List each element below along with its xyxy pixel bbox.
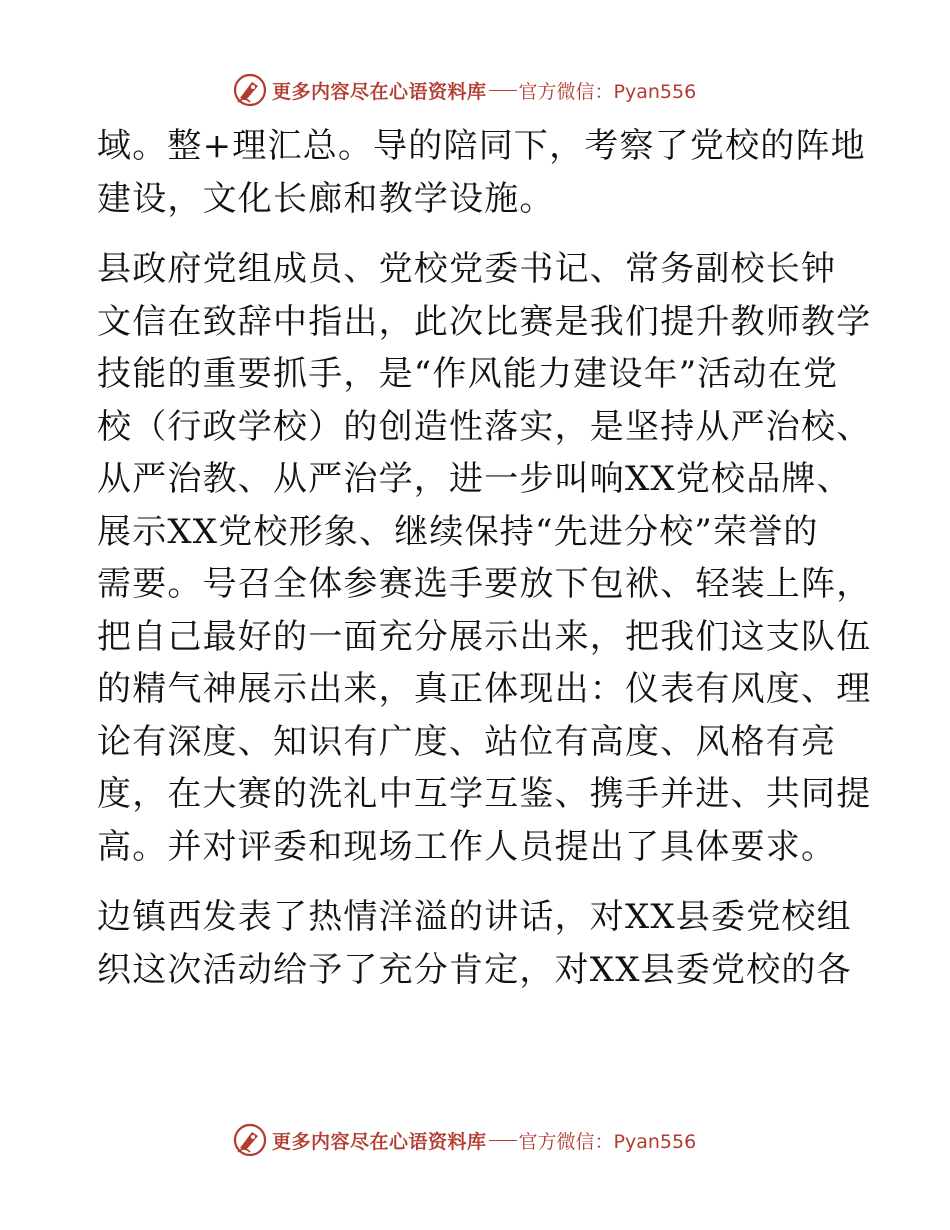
watermark-sub-text: 官方微信：Pyan556 (518, 1130, 697, 1153)
text-line: 度，在大赛的洗礼中互学互鉴、携手并进、共同提 (97, 774, 872, 814)
text-line: 需要。号召全体参赛选手要放下包袱、轻装上阵， (97, 564, 872, 604)
paragraph-2 (97, 243, 872, 873)
text-line: 边镇西发表了热情洋溢的讲话，对XX县委党校组 (97, 897, 852, 937)
watermark-main-text: 更多内容尽在心语资料库 (272, 80, 487, 103)
pen-nib-logo-icon (232, 72, 268, 108)
text-line: 的精气神展示出来，真正体现出：仪表有风度、理 (97, 669, 872, 709)
text-line: 建设，文化长廊和教学设施。 (97, 178, 555, 219)
text-line: 高。并对评委和现场工作人员提出了具体要求。 (97, 826, 837, 867)
watermark-dash (489, 90, 517, 91)
text-line: 展示XX党校形象、继续保持“先进分校”荣誉的 (97, 511, 819, 552)
header-watermark (232, 70, 696, 110)
text-line: 织这次活动给予了充分肯定，对XX县委党校的各 (97, 949, 852, 990)
text-line: 校（行政学校）的创造性落实，是坚持从严治校、 (97, 406, 872, 447)
text-line: 把自己最好的一面充分展示出来，把我们这支队伍 (97, 616, 872, 657)
document-body (97, 120, 872, 996)
text-line: 论有深度、知识有广度、站位有高度、风格有亮 (97, 721, 837, 762)
watermark-main-text: 更多内容尽在心语资料库 (272, 1130, 487, 1153)
watermark-sub-text: 官方微信：Pyan556 (518, 80, 697, 103)
pen-nib-logo-icon (232, 1122, 268, 1158)
text-line: 域。整+理汇总。导的陪同下，考察了党校的阵地 (97, 126, 866, 166)
paragraph-1 (97, 120, 866, 225)
text-line: 文信在致辞中指出，此次比赛是我们提升教师教学 (97, 301, 872, 342)
text-line: 县政府党组成员、党校党委书记、常务副校长钟 (97, 249, 837, 289)
paragraph-3 (97, 891, 857, 996)
watermark-dash (489, 1140, 517, 1141)
text-line: 从严治教、从严治学，进一步叫响XX党校品牌、 (97, 459, 852, 499)
footer-watermark (232, 1120, 696, 1160)
text-line: 技能的重要抓手，是“作风能力建设年”活动在党 (97, 354, 839, 394)
